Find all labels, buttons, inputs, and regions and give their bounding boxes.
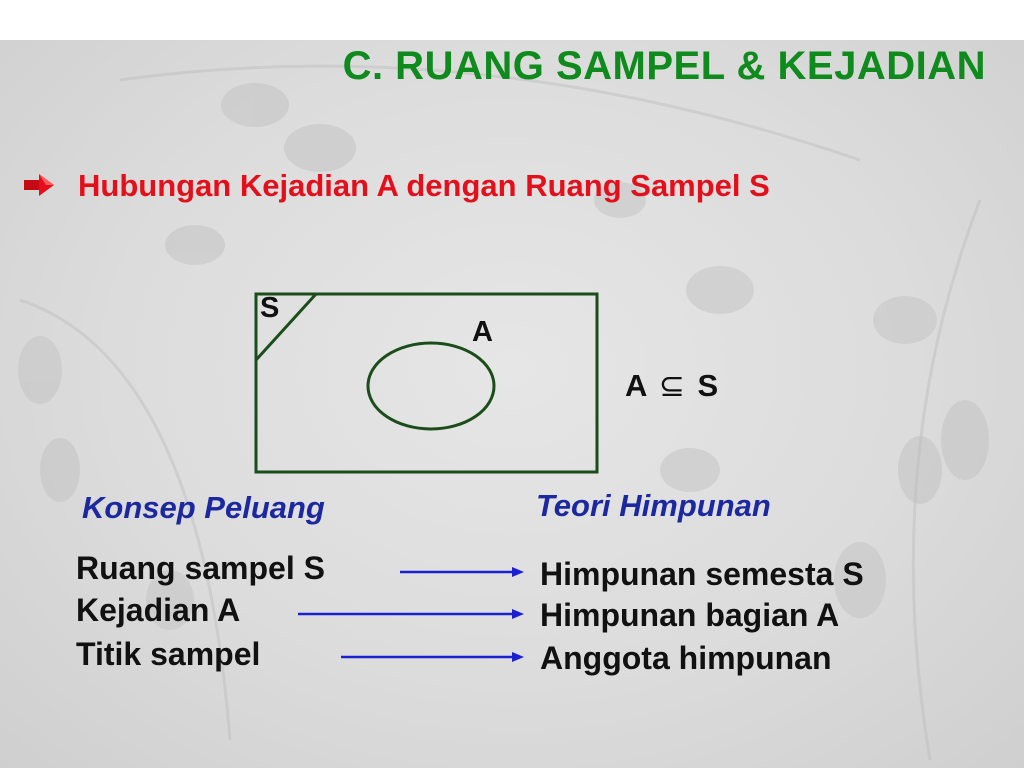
column-header-teori-himpunan: Teori Himpunan [536,488,771,523]
venn-label-s: S [260,292,280,324]
concept-kejadian: Kejadian A [76,592,241,628]
set-term-himpunan-bagian: Himpunan bagian A [540,597,840,633]
subset-right: S [697,368,719,403]
venn-diagram [250,288,606,478]
venn-label-a: A [472,316,493,348]
concept-ruang-sampel: Ruang sampel S [76,550,325,586]
set-term-anggota-himpunan: Anggota himpunan [540,640,832,676]
concept-titik-sampel: Titik sampel [76,636,261,672]
mapping-arrow-icon [298,607,524,621]
slide [0,40,1024,768]
subset-symbol-icon: ⊆ [658,368,685,404]
set-term-himpunan-semesta: Himpunan semesta S [540,556,864,592]
right-arrow-bullet-icon [24,174,54,196]
event-a-ellipse [368,343,494,429]
mapping-arrow-icon [400,565,524,579]
column-header-konsep-peluang: Konsep Peluang [82,490,325,525]
subset-relation [625,368,718,404]
mapping-arrow-icon [341,650,524,664]
slide-title: C. RUANG SAMPEL & KEJADIAN [342,44,986,88]
bullet-text: Hubungan Kejadian A dengan Ruang Sampel S [78,168,770,203]
subset-left: A [625,368,647,403]
sample-space-rectangle [256,294,597,472]
